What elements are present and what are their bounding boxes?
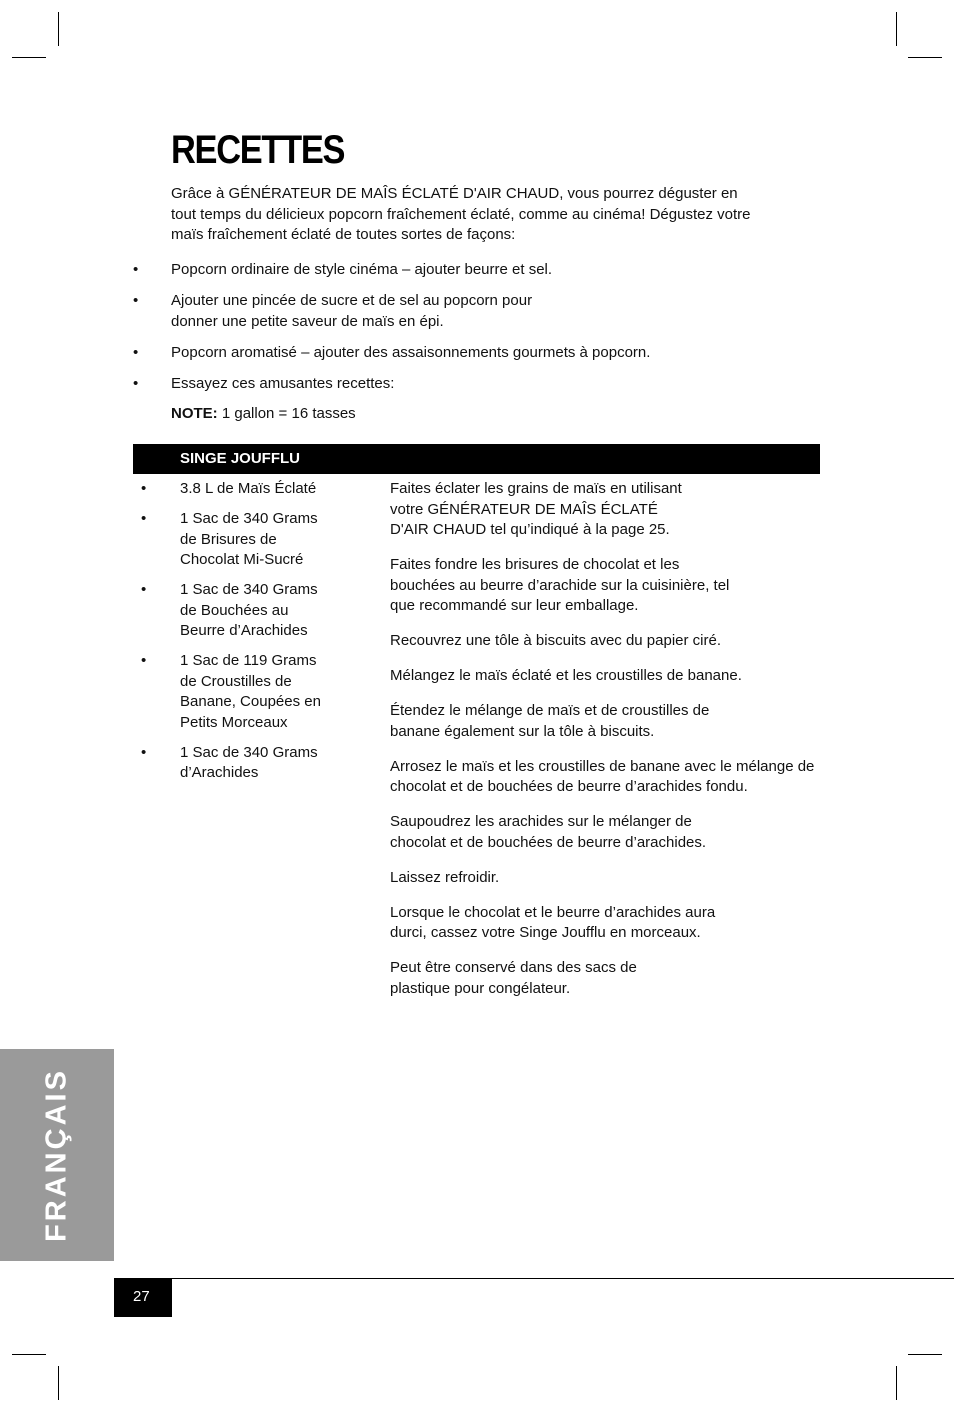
crop-mark [12, 1354, 46, 1355]
recipe-step: Laissez refroidir. [390, 868, 500, 886]
list-item [141, 509, 341, 571]
crop-mark [896, 12, 897, 46]
crop-mark [896, 1366, 897, 1400]
serving-ideas-list [133, 260, 813, 405]
recipe-step: Étendez le mélange de maïs et de croustilles de banane également sur la tôle à biscuits. [390, 702, 710, 740]
language-tab [0, 1049, 114, 1261]
recipe-step: Arrosez le maïs et les croustilles de banane avec le mélange de chocolat et de bouchées de beurre d’arachides fondu. [390, 757, 815, 795]
bullet-icon: • [141, 652, 147, 669]
recipe-step: Recouvrez une tôle à biscuits avec du papier ciré. [390, 632, 722, 649]
list-item [133, 260, 813, 281]
crop-mark [908, 1354, 942, 1355]
bullet-icon: • [141, 480, 147, 497]
list-item-text: Popcorn aromatisé – ajouter des assaisonnements gourmets à popcorn. [171, 343, 651, 361]
note [171, 404, 356, 425]
page-number-box [114, 1278, 172, 1317]
recipe-header-bar [133, 444, 820, 474]
crop-mark [12, 57, 46, 58]
list-item [133, 374, 813, 395]
list-item [141, 743, 341, 784]
list-item [141, 651, 341, 733]
ingredient-text: 1 Sac de 340 Grams de Bouchées au Beurre d’Arachides [180, 581, 318, 639]
note-text: 1 gallon = 16 tasses [217, 405, 356, 422]
ingredients-list [141, 479, 341, 793]
note-label: NOTE: [171, 405, 218, 422]
recipe-step: Lorsque le chocolat et le beurre d’arachides aura durci, cassez votre Singe Joufflu en morceaux. [390, 903, 716, 941]
bullet-icon: • [133, 261, 139, 278]
footer-rule [114, 1278, 954, 1279]
recipe-steps [390, 479, 815, 1014]
list-item [133, 343, 813, 364]
crop-mark [908, 57, 942, 58]
bullet-icon: • [141, 510, 147, 527]
recipe-step: Saupoudrez les arachides sur le mélanger de chocolat et de bouchées de beurre d’arachides. [390, 813, 707, 851]
page-title: RECETTES [171, 128, 345, 172]
recipe-step: Faites éclater les grains de maïs en utilisant votre GÉNÉRATEUR DE MAÎS ÉCLATÉ D'AIR CHAUD tel qu’indiqué à la page 25. [390, 480, 682, 538]
recipe-step: Mélangez le maïs éclaté et les croustilles de banane. [390, 667, 742, 684]
crop-mark [58, 1366, 59, 1400]
crop-mark [58, 12, 59, 46]
bullet-icon: • [133, 292, 139, 309]
ingredient-text: 1 Sac de 340 Grams de Brisures de Chocolat Mi-Sucré [180, 510, 318, 568]
ingredient-text: 1 Sac de 340 Grams d’Arachides [180, 743, 318, 781]
language-tab-label: FRANÇAIS [40, 1068, 73, 1242]
list-item-text: Essayez ces amusantes recettes: [171, 374, 395, 392]
intro-paragraph: Grâce à GÉNÉRATEUR DE MAÎS ÉCLATÉ D'AIR CHAUD, vous pourrez déguster en tout temps du délicieux popcorn fraîchement éclaté, comme au cinéma! Dégustez votre maïs fraîchement éclaté de toutes sortes de façons: [171, 185, 751, 243]
recipe-step: Faites fondre les brisures de chocolat et les bouchées au beurre d’arachide sur la cuisinière, tel que recommandé sur leur emballage. [390, 556, 730, 614]
recipe-step: Peut être conservé dans des sacs de plastique pour congélateur. [390, 959, 637, 997]
list-item [141, 479, 341, 500]
page-number: 27 [133, 1288, 150, 1305]
list-item-text: Ajouter une pincée de sucre et de sel au popcorn pour donner une petite saveur de maïs en épi. [171, 292, 533, 330]
bullet-icon: • [133, 343, 139, 361]
ingredient-text: 3.8 L de Maïs Éclaté [180, 480, 317, 497]
recipe-title: SINGE JOUFFLU [180, 450, 301, 467]
list-item [141, 580, 341, 642]
bullet-icon: • [133, 374, 139, 392]
list-item-text: Popcorn ordinaire de style cinéma – ajouter beurre et sel. [171, 261, 553, 278]
bullet-icon: • [141, 743, 147, 761]
bullet-icon: • [141, 581, 147, 598]
list-item [133, 291, 813, 332]
ingredient-text: 1 Sac de 119 Grams de Croustilles de Banane, Coupées en Petits Morceaux [180, 652, 321, 731]
